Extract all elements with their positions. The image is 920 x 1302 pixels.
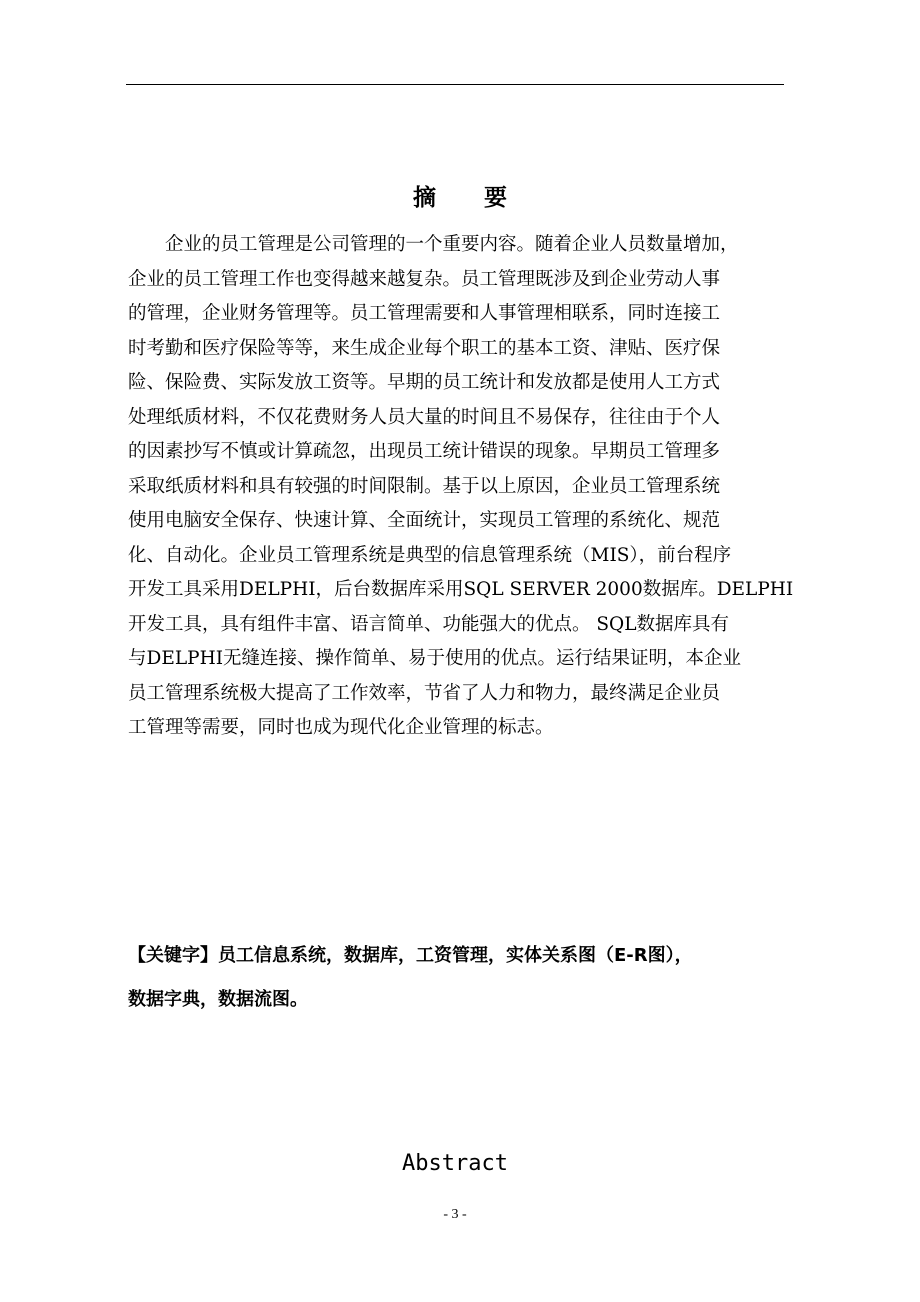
abstract-line: 企业的员工管理是公司管理的一个重要内容。随着企业人员数量增加， (165, 234, 739, 255)
abstract-line: 采取纸质材料和具有较强的时间限制。基于以上原因，企业员工管理系统 (128, 475, 721, 497)
abstract-line: 员工管理系统极大提高了工作效率，节省了人力和物力，最终满足企业员 (128, 682, 721, 704)
keywords-block (128, 938, 796, 1026)
abstract-line: 化、自动化。企业员工管理系统是典型的信息管理系统（MIS），前台程序 (128, 544, 732, 566)
abstract-body (128, 228, 796, 746)
abstract-line: 工管理等需要，同时也成为现代化企业管理的标志。 (128, 717, 554, 738)
page-number: - 3 - (443, 1207, 467, 1222)
abstract-line: 的因素抄写不慎或计算疏忽，出现员工统计错误的现象。早期员工管理多 (128, 441, 721, 462)
abstract-line: 开发工具采用DELPHI，后台数据库采用SQL SERVER 2000数据库。DELPHI (128, 579, 794, 600)
abstract-line: 开发工具，具有组件丰富、语言简单、功能强大的优点。 SQL数据库具有 (128, 613, 730, 635)
keywords-line: 数据字典，数据流图。 (128, 989, 308, 1010)
abstract-line: 处理纸质材料，不仅花费财务人员大量的时间且不易保存，往往由于个人 (128, 406, 721, 428)
abstract-line: 与DELPHI无缝连接、操作简单、易于使用的优点。运行结果证明，本企业 (128, 648, 742, 669)
abstract-line: 使用电脑安全保存、快速计算、全面统计，实现员工管理的系统化、规范 (128, 510, 721, 531)
header-rule (126, 84, 784, 85)
abstract-line: 险、保险费、实际发放工资等。早期的员工统计和发放都是使用人工方式 (128, 372, 721, 393)
abstract-line: 的管理，企业财务管理等。员工管理需要和人事管理相联系，同时连接工 (128, 303, 721, 324)
abstract-line: 企业的员工管理工作也变得越来越复杂。员工管理既涉及到企业劳动人事 (128, 268, 721, 290)
abstract-line: 时考勤和医疗保险等等，来生成企业每个职工的基本工资、津贴、医疗保 (128, 337, 721, 359)
abstract-title: 摘 要 (412, 185, 527, 211)
keywords-line: 【关键字】员工信息系统，数据库，工资管理，实体关系图（E-R图）， (128, 945, 693, 966)
english-abstract-title: Abstract (402, 1151, 508, 1176)
